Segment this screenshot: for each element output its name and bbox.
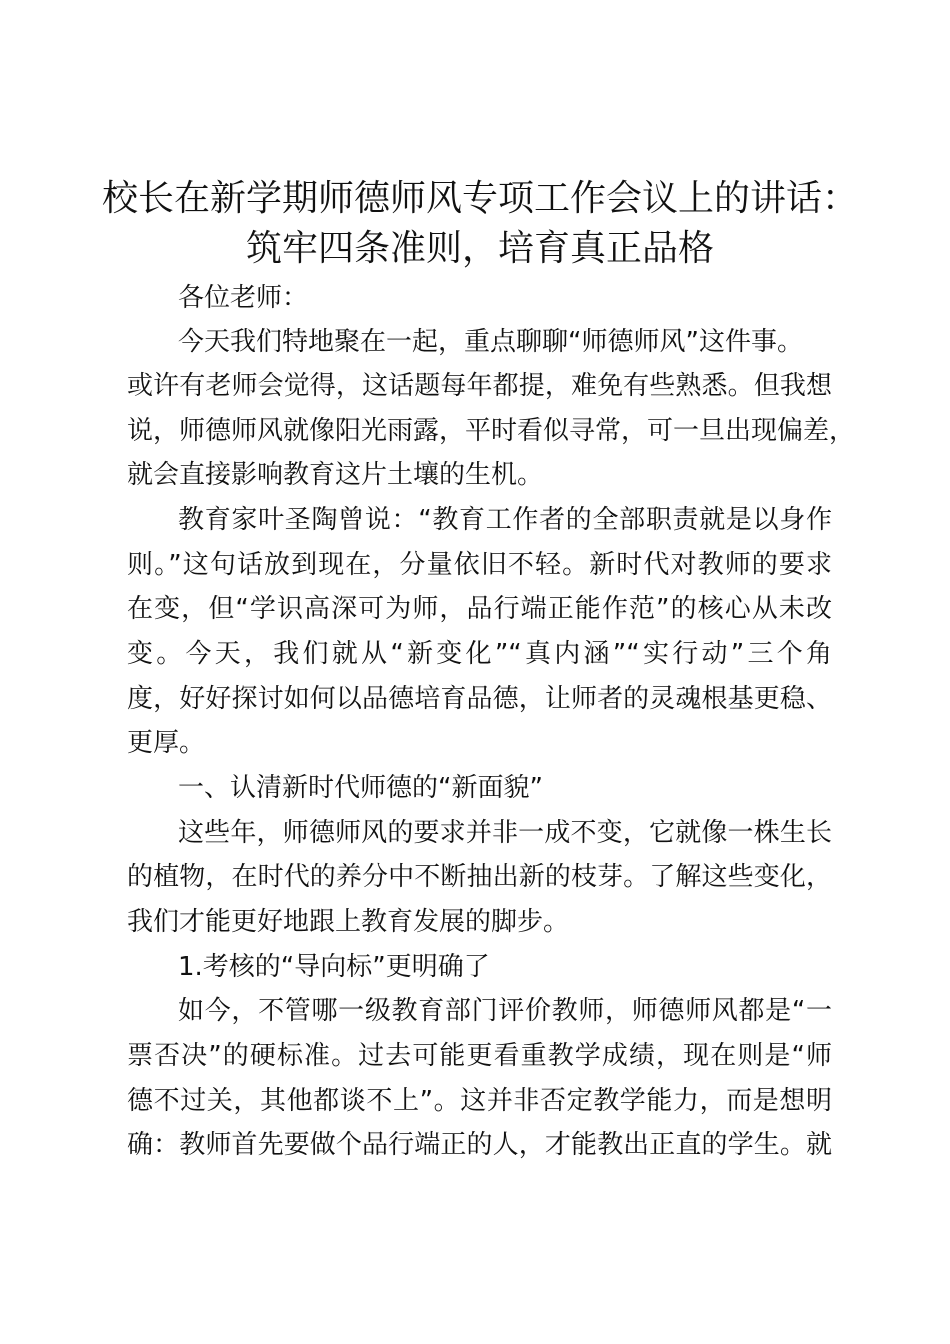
- paragraph-3-line-2: 的植物，在时代的养分中不断抽出新的枝芽。了解这些变化，: [127, 862, 832, 892]
- subsection-heading-1: 1.考核的“导向标”更明确了: [178, 952, 490, 982]
- paragraph-1-line-2: 或许有老师会觉得，这话题每年都提，难免有些熟悉。但我想: [127, 371, 832, 401]
- paragraph-3-line-1: 这些年，师德师风的要求并非一成不变，它就像一株生长: [178, 818, 832, 848]
- paragraph-4-line-2: 票否决”的硬标准。过去可能更看重教学成绩，现在则是“师: [127, 1041, 832, 1071]
- paragraph-3-line-3: 我们才能更好地跟上教育发展的脚步。: [127, 907, 570, 937]
- document-title-line-1: 校长在新学期师德师风专项工作会议上的讲话：: [101, 178, 858, 219]
- paragraph-2-line-1: 教育家叶圣陶曾说：“教育工作者的全部职责就是以身作: [178, 505, 832, 535]
- paragraph-4-line-1: 如今，不管哪一级教育部门评价教师，师德师风都是“一: [178, 996, 832, 1026]
- section-heading-1: 一、认清新时代师德的“新面貌”: [178, 773, 543, 803]
- paragraph-1-line-3: 说，师德师风就像阳光雨露，平时看似寻常，可一旦出现偏差，: [127, 416, 856, 446]
- paragraph-2-line-6: 更厚。: [127, 728, 206, 758]
- paragraph-2-line-2: 则。”这句话放到现在，分量依旧不轻。新时代对教师的要求: [127, 550, 832, 580]
- paragraph-2-line-5: 度，好好探讨如何以品德培育品德，让师者的灵魂根基更稳、: [127, 684, 832, 714]
- paragraph-1-line-1: 今天我们特地聚在一起，重点聊聊“师德师风”这件事。: [178, 327, 803, 357]
- paragraph-2-line-3: 在变，但“学识高深可为师，品行端正能作范”的核心从未改: [127, 594, 832, 624]
- paragraph-4-line-4: 确：教师首先要做个品行端正的人，才能教出正直的学生。就: [127, 1130, 832, 1160]
- paragraph-4-line-3: 德不过关，其他都谈不上”。这并非否定教学能力，而是想明: [127, 1086, 832, 1116]
- document-title-line-2: 筑牢四条准则，培育真正品格: [245, 228, 714, 269]
- greeting: 各位老师：: [178, 283, 309, 313]
- paragraph-1-line-4: 就会直接影响教育这片土壤的生机。: [127, 460, 544, 490]
- paragraph-2-line-4: 变。今天，我们就从“新变化”“真内涵”“实行动”三个角: [127, 639, 832, 669]
